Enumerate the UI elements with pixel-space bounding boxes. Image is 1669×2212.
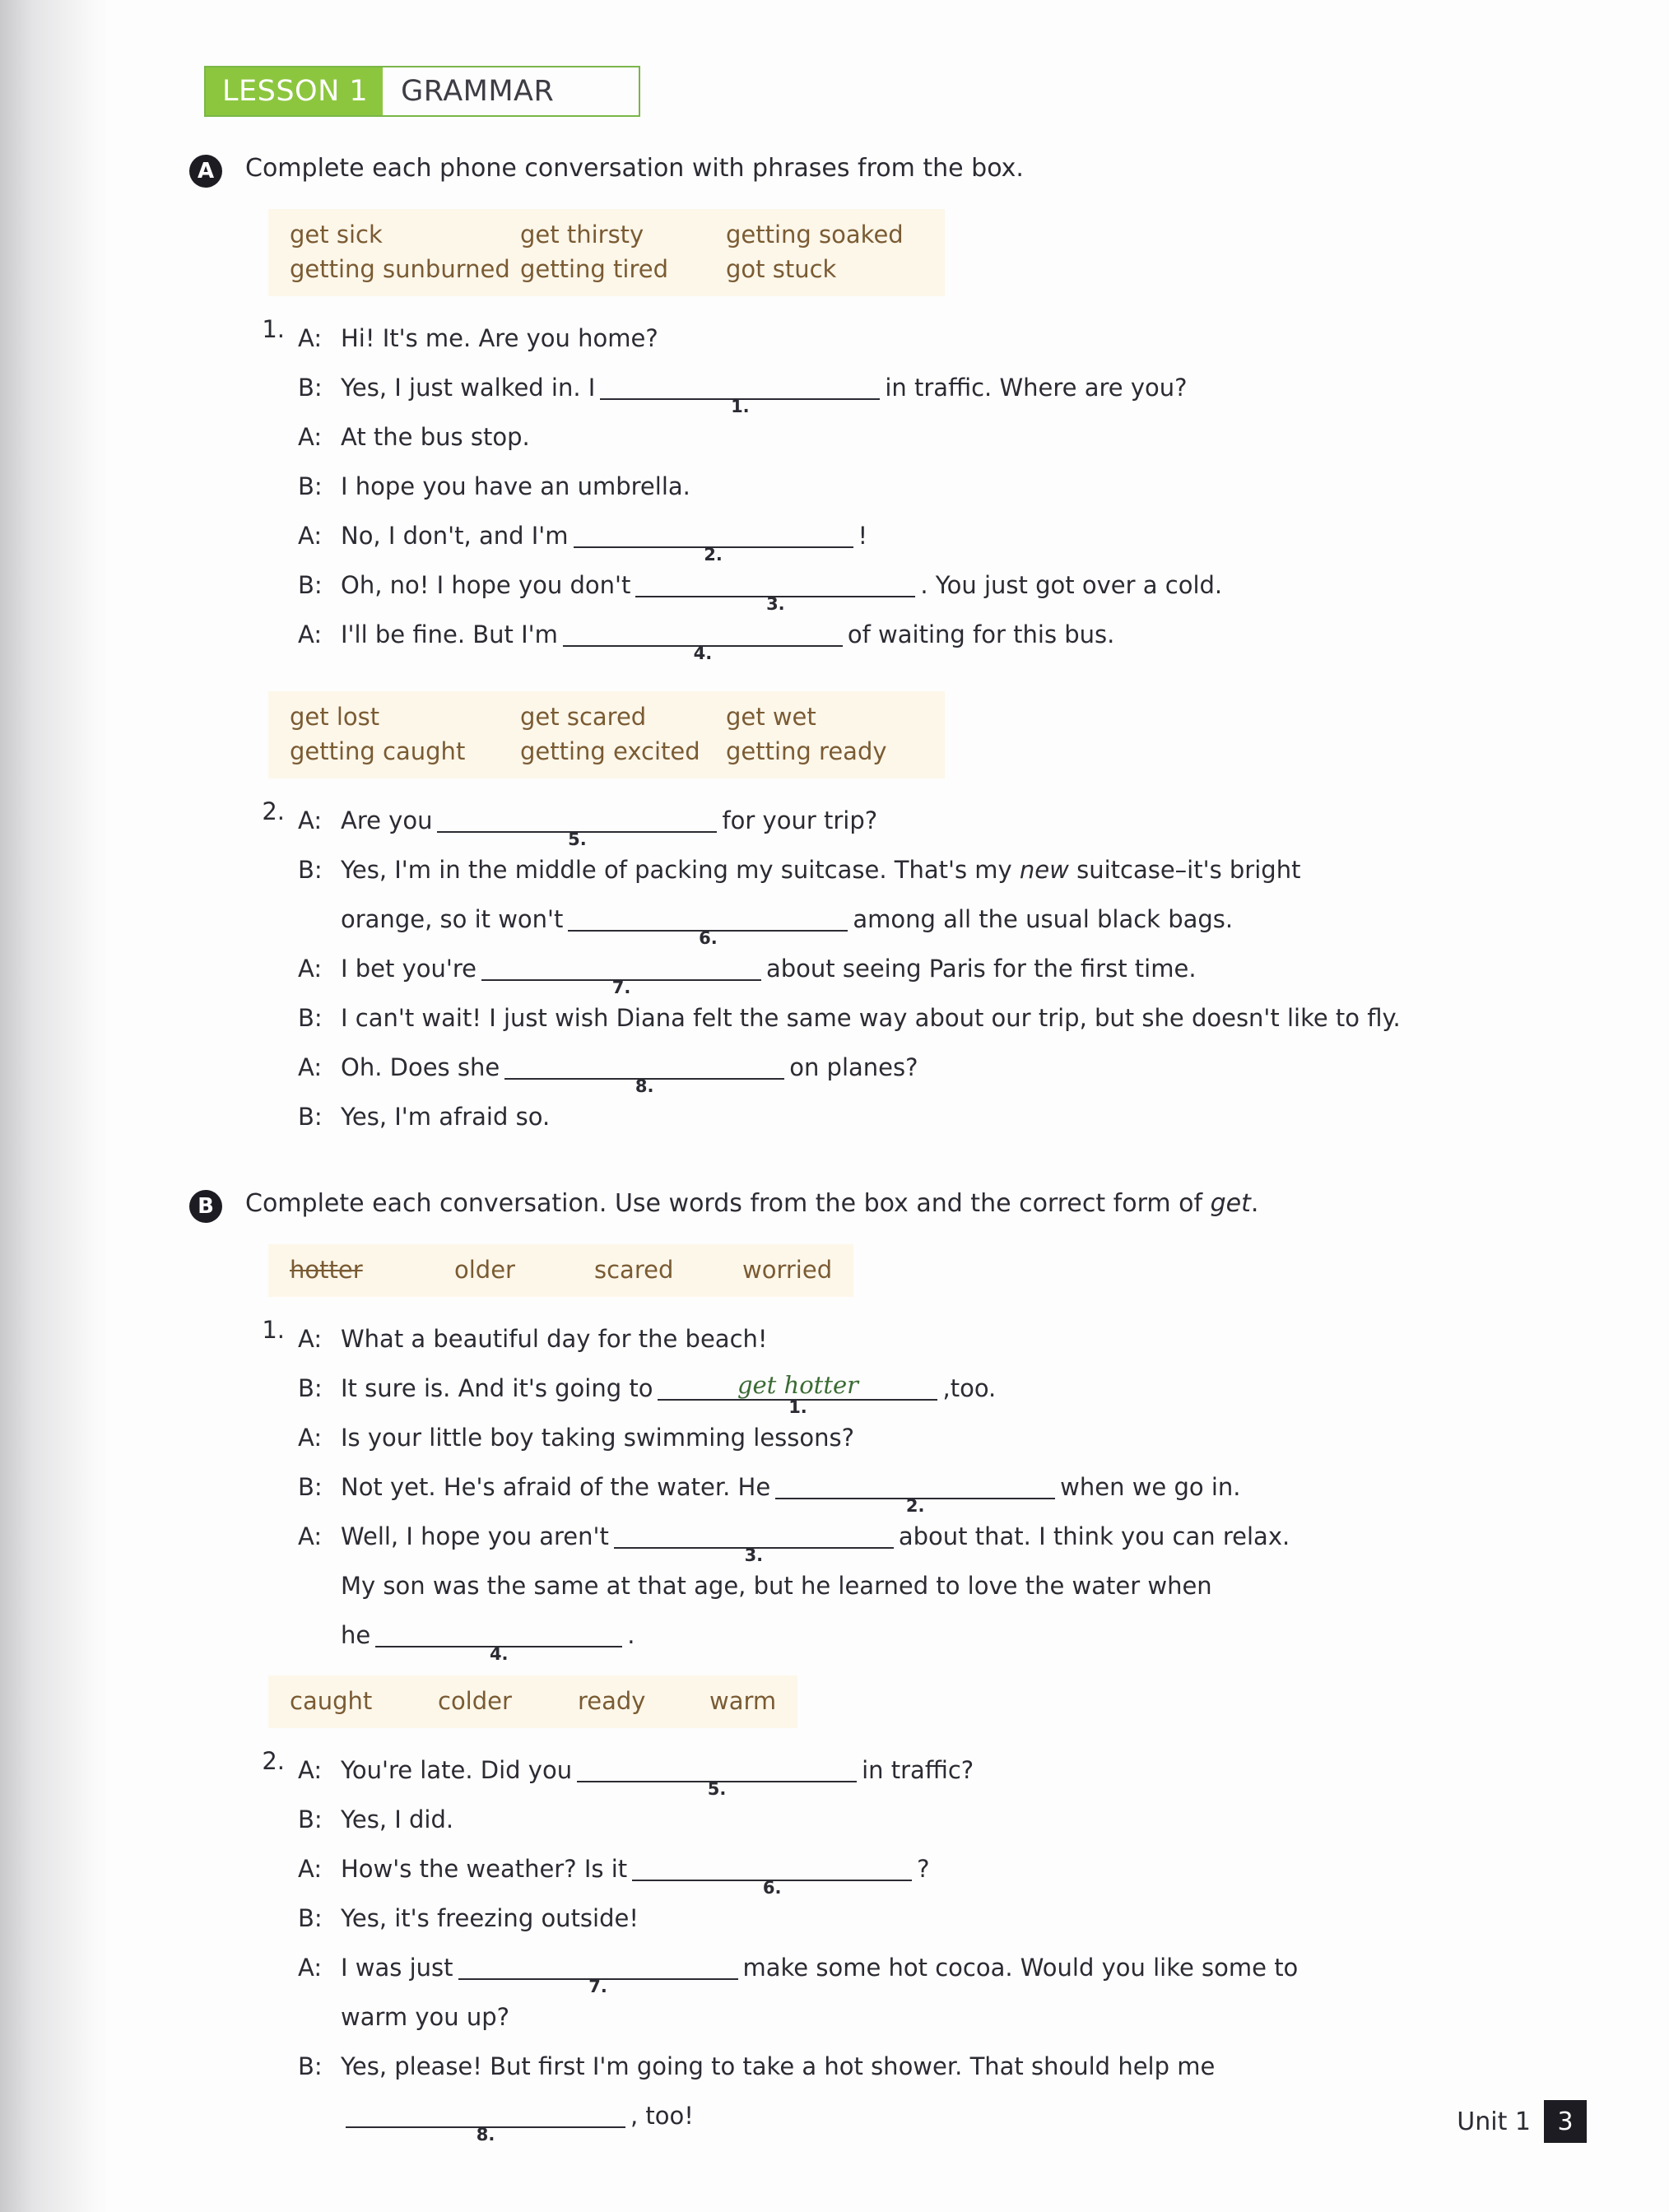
line-content [341,518,868,565]
item-number: 1. [262,1316,285,1345]
conversation-line [298,1799,1588,1832]
line-text: on planes? [789,1053,918,1082]
conversation-line [298,515,1588,565]
answer-blank[interactable] [346,2098,625,2145]
conversation-line [298,1750,1588,1800]
instruction-italic-word: get [1210,1189,1251,1219]
conversation-line [298,899,1588,949]
line-content [341,1753,974,1800]
speaker-label: A: [298,806,323,835]
speaker-label: A: [298,1522,323,1551]
wordbox-item-struck: hotter [290,1256,363,1285]
wordbox-item: caught [290,1687,373,1716]
line-text: Yes, I did. [341,1805,454,1834]
speaker-label: B: [298,374,323,402]
speaker-label: A: [298,620,323,649]
line-text: he [341,1621,371,1650]
line-content [341,423,530,452]
blank-number: 8. [476,2125,495,2145]
blank-number: 5. [707,1779,727,1800]
conversation-line [298,1898,1588,1931]
exercise-b-wordbox-2 [268,1675,797,1728]
conversation-line [298,1096,1588,1132]
wordbox-item: getting caught [290,737,466,766]
line-text: No, I don't, and I'm [341,522,569,551]
conversation-lines [298,318,1588,663]
speaker-label: B: [298,2052,323,2081]
blank-number: 3. [766,594,785,615]
answer-blank[interactable] [635,568,915,615]
conversation-line [298,318,1588,351]
exercise-b-letter: B [189,1190,222,1223]
answer-blank[interactable] [614,1519,894,1566]
line-text: ? [917,1855,930,1884]
line-text: Is your little boy taking swimming lessons? [341,1424,854,1452]
exercise-b-item-1 [239,1318,1588,1664]
line-text: Well, I hope you aren't [341,1522,609,1551]
answer-blank[interactable] [437,803,717,850]
line-text: . You just got over a cold. [920,571,1223,600]
exercise-a [189,153,1588,1146]
conversation-line [298,997,1588,1033]
speaker-label: A: [298,1325,323,1354]
wordbox-item: getting excited [520,737,700,766]
line-content [341,1103,551,1132]
exercise-a-item-2 [239,797,1588,1146]
item-number: 1. [262,315,285,344]
line-content [341,1519,1290,1566]
line-content [341,1904,639,1933]
speaker-label: B: [298,571,323,600]
unit-label: Unit 1 [1457,2107,1531,2136]
exercise-a-letter: A [189,155,222,188]
blank-number: 4. [693,644,713,664]
blank-number: 8. [635,1076,654,1097]
exercise-b-instruction [245,1188,1258,1220]
answer-blank[interactable] [574,518,853,565]
line-text: Yes, I just walked in. I [341,374,596,402]
line-content [341,472,690,501]
conversation-line [298,1368,1588,1418]
line-content [341,1572,1212,1601]
line-text: of waiting for this bus. [847,620,1115,649]
wordbox-item: get sick [290,221,383,249]
exercise-a-wordbox-2 [268,691,945,778]
page-content [189,66,1588,2145]
speaker-label: B: [298,856,323,885]
line-content [341,856,1301,885]
line-content [341,2098,694,2145]
line-content [341,1852,930,1898]
conversation-line [298,1516,1588,1566]
conversation-line [298,1466,1588,1517]
conversation-lines [298,1318,1588,1664]
conversation-line [298,2095,1588,2145]
conversation-line [298,948,1588,998]
speaker-label: B: [298,1103,323,1132]
line-text: My son was the same at that age, but he learned to love the water when [341,1572,1212,1601]
lesson-title: GRAMMAR [401,75,555,108]
line-text: Oh, no! I hope you don't [341,571,631,600]
line-text: Yes, please! But first I'm going to take a hot shower. That should help me [341,2052,1216,2081]
line-content [341,902,1234,949]
line-text: ,too. [942,1374,997,1403]
line-text: It sure is. And it's going to [341,1374,653,1403]
line-text: ! [858,522,868,551]
answer-blank[interactable] [481,951,761,998]
line-text: orange, so it won't [341,905,564,934]
speaker-label: A: [298,423,323,452]
exercise-a-instruction: Complete each phone conversation with phrases from the box. [245,154,1024,183]
line-text: I hope you have an umbrella. [341,472,690,501]
wordbox-item: get wet [726,703,816,732]
exercise-a-head [189,153,1588,188]
wordbox-item: older [454,1256,515,1285]
conversation-line [298,1318,1588,1354]
answer-blank[interactable] [632,1852,912,1898]
speaker-label: A: [298,324,323,353]
line-text: make some hot cocoa. Would you like some to [742,1954,1299,1982]
line-content [341,568,1223,615]
answer-blank[interactable] [658,1371,937,1418]
line-content [341,1618,635,1665]
wordbox-item: colder [438,1687,512,1716]
line-content [341,370,1188,417]
answer-blank[interactable] [458,1950,738,1997]
line-text: in traffic? [862,1756,974,1785]
item-number: 2. [262,1747,285,1776]
conversation-line [298,1996,1588,2032]
exercise-b-item-2 [239,1747,1588,2145]
wordbox-item: getting tired [520,255,669,284]
conversation-line [298,800,1588,850]
exercise-b [189,1188,1588,2145]
blank-number: 7. [611,978,631,998]
line-content [341,803,878,850]
instruction-text-post: . [1250,1189,1259,1219]
page-number: 3 [1544,2100,1587,2143]
exercise-a-item-1 [239,315,1588,664]
line-text: At the bus stop. [341,423,530,452]
line-content [341,2052,1216,2081]
line-text: Are you [341,806,433,835]
exercise-a-wordbox-1 [268,209,945,296]
line-content [341,2003,510,2032]
line-content [341,324,658,353]
blank-number: 2. [704,545,723,565]
line-text: warm you up? [341,2003,510,2032]
line-content [341,1805,454,1834]
wordbox-item: scared [594,1256,674,1285]
line-text: when we go in. [1060,1473,1241,1502]
speaker-label: B: [298,472,323,501]
line-text: suitcase–it's bright [1068,856,1301,885]
line-text: about seeing Paris for the first time. [766,955,1197,983]
blank-number: 6. [699,928,718,949]
line-text: Yes, it's freezing outside! [341,1904,639,1933]
line-text: What a beautiful day for the beach! [341,1325,768,1354]
line-text: I can't wait! I just wish Diana felt the same way about our trip, but she doesn't like to fly. [341,1004,1401,1033]
line-text: How's the weather? Is it [341,1855,628,1884]
speaker-label: A: [298,522,323,551]
line-content [341,1325,768,1354]
line-text: I was just [341,1954,453,1982]
line-text: about that. I think you can relax. [898,1522,1290,1551]
wordbox-item: getting sunburned [290,255,510,284]
wordbox-item: worried [742,1256,833,1285]
speaker-label: A: [298,1424,323,1452]
wordbox-item: get scared [520,703,647,732]
line-text: for your trip? [722,806,878,835]
answer-blank[interactable] [600,370,880,417]
line-text: You're late. Did you [341,1756,573,1785]
line-content [341,1050,918,1097]
speaker-label: B: [298,1805,323,1834]
wordbox-item: ready [578,1687,646,1716]
answer-blank[interactable] [568,902,848,949]
answer-blank[interactable] [775,1470,1055,1517]
blank-number: 3. [744,1545,764,1566]
line-text: Oh. Does she [341,1053,500,1082]
speaker-label: A: [298,1954,323,1982]
blank-number: 5. [568,830,587,850]
conversation-line [298,1417,1588,1450]
line-content [341,1950,1299,1997]
item-number: 2. [262,797,285,826]
lesson-header [204,66,640,117]
speaker-label: B: [298,1473,323,1502]
line-text: I bet you're [341,955,477,983]
conversation-line [298,416,1588,452]
line-content [341,1004,1401,1033]
blank-number: 4. [489,1644,509,1665]
speaker-label: A: [298,1756,323,1785]
instruction-text-pre: Complete each conversation. Use words from the box and the correct form of [245,1189,1211,1219]
speaker-label: B: [298,1904,323,1933]
blank-number: 2. [905,1496,925,1517]
conversation-line [298,466,1588,499]
blank-number: 7. [588,1977,607,1997]
conversation-line [298,849,1588,885]
wordbox-item: get lost [290,703,380,732]
line-text: , too! [630,2102,694,2131]
blank-number: 1. [788,1397,807,1418]
line-text: Hi! It's me. Are you home? [341,324,658,353]
conversation-line [298,1565,1588,1601]
speaker-label: A: [298,1053,323,1082]
answer-blank[interactable] [563,617,843,664]
conversation-line [298,614,1588,664]
line-text: Yes, I'm afraid so. [341,1103,551,1132]
line-text: . [627,1621,635,1650]
blank-number: 6. [762,1878,782,1898]
speaker-label: B: [298,1004,323,1033]
conversation-line [298,1615,1588,1665]
line-text: among all the usual black bags. [853,905,1234,934]
conversation-lines [298,800,1588,1146]
wordbox-item: warm [709,1687,777,1716]
exercise-b-wordbox-1 [268,1244,853,1297]
page-gutter [0,0,105,2212]
line-content [341,1426,854,1450]
line-text: in traffic. Where are you? [885,374,1188,402]
wordbox-item: got stuck [726,255,837,284]
conversation-lines [298,1750,1588,2145]
wordbox-item: get thirsty [520,221,644,249]
line-text: I'll be fine. But I'm [341,620,558,649]
line-text: Yes, I'm in the middle of packing my suitcase. That's my [341,856,1020,885]
line-content [341,1470,1241,1517]
conversation-line [298,565,1588,615]
page-footer [1457,2100,1587,2143]
conversation-line [298,1947,1588,1997]
blank-number: 1. [731,397,750,417]
blank-answer-text: get hotter [737,1371,859,1400]
answer-blank[interactable] [577,1753,857,1800]
conversation-line [298,2046,1588,2079]
line-content [341,1371,997,1418]
emphasis-text: new [1019,856,1069,885]
speaker-label: A: [298,1855,323,1884]
wordbox-item: getting soaked [726,221,904,249]
line-content [341,617,1115,664]
speaker-label: A: [298,955,323,983]
exercise-b-head [189,1188,1588,1223]
answer-blank[interactable] [375,1618,622,1665]
speaker-label: B: [298,1374,323,1403]
conversation-line [298,1047,1588,1097]
line-text: Not yet. He's afraid of the water. He [341,1473,771,1502]
answer-blank[interactable] [504,1050,784,1097]
conversation-line [298,367,1588,417]
conversation-line [298,1848,1588,1898]
wordbox-item: getting ready [726,737,887,766]
lesson-tag: LESSON 1 [206,67,383,115]
line-content [341,951,1197,998]
